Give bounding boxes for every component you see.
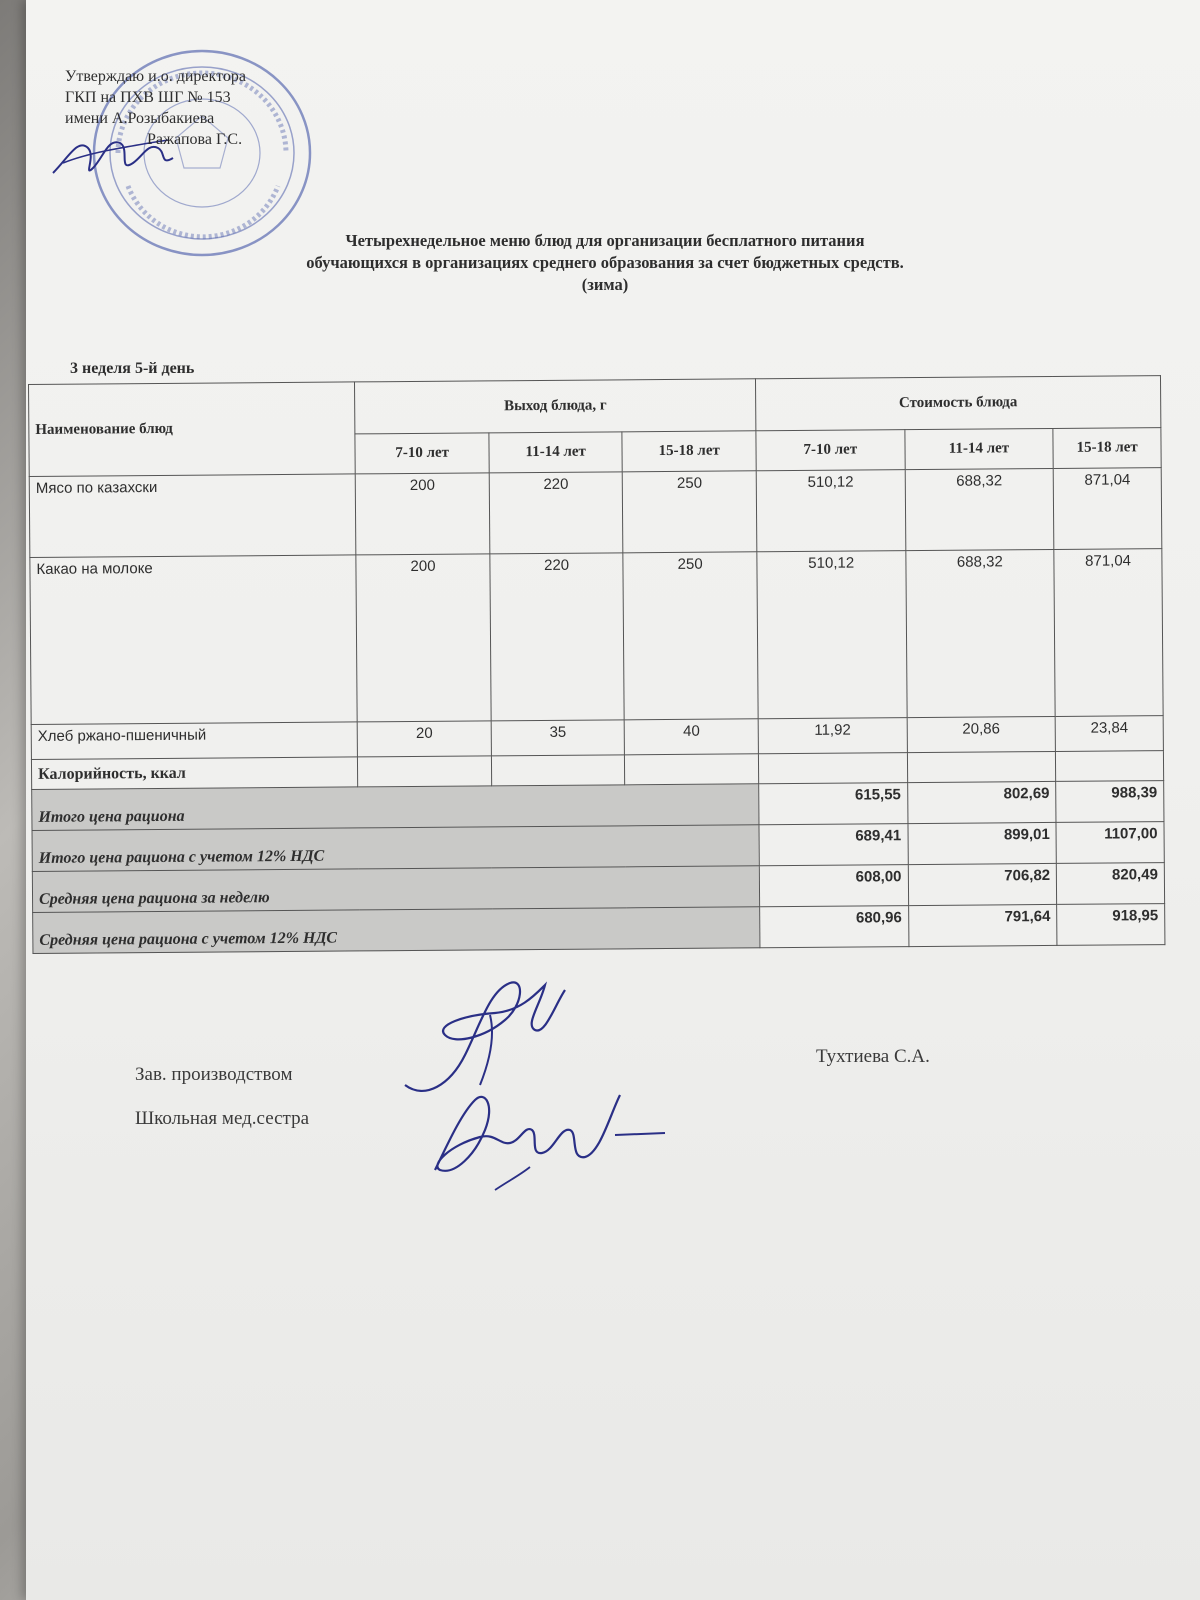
total-label: Средняя цена рациона с учетом 12% НДС [33,907,760,954]
school-nurse-label: Школьная мед.сестра [135,1108,310,1129]
head-of-production-label: Зав. производством [135,1064,293,1085]
total-value: 680,96 [760,906,909,948]
header-cost-group: Стоимость блюда [755,376,1160,431]
cost-value: 510,12 [757,551,907,719]
header-dish-name: Наименование блюд [29,382,356,477]
week-day-label: 3 неделя 5-й день [70,360,195,377]
cost-value: 23,84 [1055,716,1163,752]
output-value: 20 [357,721,491,757]
calories-cell [625,754,759,785]
total-value: 615,55 [759,783,908,825]
calories-cell [758,753,907,784]
table-row [30,549,1163,725]
output-value: 35 [491,720,625,756]
total-value: 802,69 [907,781,1056,823]
cost-value: 688,32 [905,549,1055,717]
total-label: Итого цена рациона [32,784,759,831]
header-age-col: 11-14 лет [904,428,1053,469]
header-age-col: 7-10 лет [756,430,905,471]
cost-value: 510,12 [756,470,905,552]
approval-director-name: Ражапова Г.С. [147,131,243,148]
table-row [29,468,1162,558]
total-value: 689,41 [759,824,908,866]
cost-value: 871,04 [1053,468,1161,550]
total-label: Итого цена рациона с учетом 12% НДС [32,825,759,872]
document-title [170,230,1040,296]
cost-value: 20,86 [907,716,1056,752]
approval-block [65,66,365,150]
total-value: 1107,00 [1056,822,1164,864]
dish-name: Мясо по казахски [29,474,356,558]
header-age-col: 11-14 лет [489,432,623,473]
cost-value: 871,04 [1054,549,1163,717]
output-value: 250 [623,552,758,720]
total-value: 988,39 [1056,781,1164,823]
total-value: 608,00 [759,865,908,907]
calories-cell [1056,751,1164,782]
total-value: 820,49 [1057,863,1165,905]
table-header-row [29,376,1161,437]
title-line: обучающихся в организациях среднего образования за счет бюджетных средств. [306,253,904,272]
dish-name: Какао на молоке [30,555,358,725]
header-output-group: Выход блюда, г [355,379,756,434]
approval-line: Утверждаю и.о. директора [65,68,246,85]
header-age-col: 7-10 лет [355,433,489,474]
title-line: (зима) [581,275,629,294]
cost-value: 11,92 [758,718,907,754]
header-age-col: 15-18 лет [622,431,756,472]
cost-value: 688,32 [905,468,1054,550]
title-line: Четырехнедельное меню блюд для организации бесплатного питания [345,231,865,250]
calories-label: Калорийность, ккал [31,757,358,790]
output-value: 220 [489,472,623,554]
output-value: 220 [490,553,625,721]
total-label: Средняя цена рациона за неделю [32,866,759,913]
calories-cell [907,751,1056,782]
total-value: 706,82 [908,863,1057,905]
staff-name: Тухтиева С.А. [816,1046,930,1067]
total-value: 918,95 [1057,904,1165,946]
approval-line: ГКП на ПХВ ШГ № 153 [65,89,231,106]
approval-line: имени А.Розыбакиева [65,110,215,127]
output-value: 250 [623,471,757,553]
output-value: 40 [625,719,759,755]
calories-cell [491,755,625,786]
nurse-signature-icon [420,1075,670,1195]
total-value: 899,01 [908,822,1057,864]
total-value: 791,64 [908,904,1057,946]
menu-table [28,375,1165,954]
output-value: 200 [356,554,491,722]
output-value: 200 [356,473,490,555]
calories-cell [358,756,492,787]
total-row [33,904,1165,954]
header-age-col: 15-18 лет [1053,428,1161,469]
dish-name: Хлеб ржано-пшеничный [31,722,358,760]
